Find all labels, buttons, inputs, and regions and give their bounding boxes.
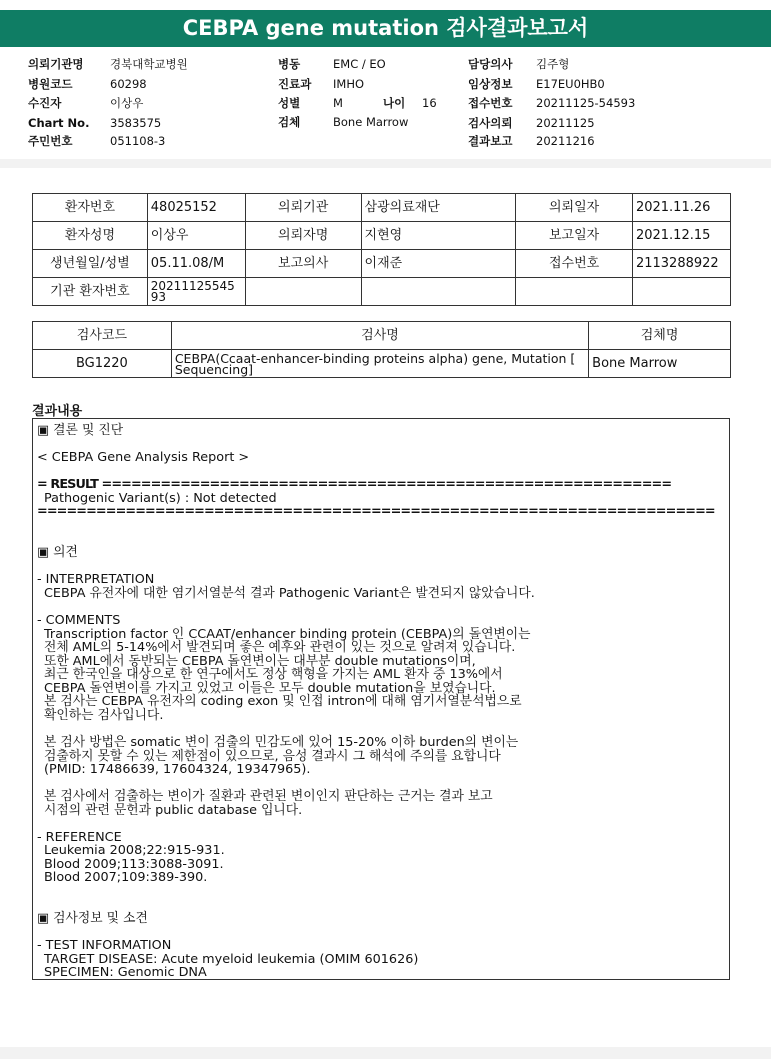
header-field — [28, 77, 72, 91]
table-cell — [361, 278, 516, 306]
header-field — [278, 115, 300, 129]
field-label: 나이 — [383, 96, 406, 110]
table-row — [33, 194, 731, 222]
field-value: 051108-3 — [110, 134, 166, 148]
header-field — [28, 116, 89, 130]
test-name — [171, 350, 588, 378]
field-label: 수진자 — [28, 96, 62, 110]
field-value: 20211216 — [536, 134, 595, 148]
table-header: 검사코드 — [33, 322, 172, 350]
table-row — [33, 350, 731, 378]
cell-line: CEBPA(Ccaat-enhancer-binding proteins alpha) gene, Mutation [ — [174, 350, 576, 366]
divider-band — [0, 159, 771, 168]
field-value: 경북대학교병원 — [110, 57, 188, 71]
field-value: M — [333, 96, 343, 110]
result-heading: ▣ 결론 및 진단 — [37, 423, 124, 438]
field-label: 검체 — [278, 115, 301, 129]
result-line: - INTERPRETATION — [37, 572, 155, 587]
field-value: IMHO — [333, 77, 365, 91]
result-line: Leukemia 2008;22:915-931. — [44, 843, 225, 858]
table-header: 검체명 — [589, 322, 731, 350]
field-value: 60298 — [110, 77, 147, 91]
result-heading: ▣ 검사정보 및 소견 — [37, 911, 148, 926]
table-row — [33, 250, 731, 278]
result-line: 검출하지 못할 수 있는 제한점이 있으므로, 음성 결과시 그 해석에 주의를 요합니다 — [44, 749, 501, 764]
result-line: Blood 2007;109:389-390. — [44, 870, 208, 885]
result-line: Blood 2009;113:3088-3091. — [44, 857, 224, 872]
cell-line: 93 — [150, 289, 167, 304]
header-field — [468, 116, 512, 130]
field-value: 3583575 — [110, 116, 162, 130]
footer-band — [0, 1047, 771, 1059]
table-cell — [147, 278, 245, 306]
table-row — [33, 278, 731, 306]
result-line: - COMMENTS — [37, 613, 121, 628]
result-heading: ▣ 의견 — [37, 545, 78, 560]
field-label: 진료과 — [278, 77, 312, 91]
field-label: 성별 — [278, 96, 301, 110]
header-field — [278, 77, 311, 91]
result-line: < CEBPA Gene Analysis Report > — [37, 450, 250, 465]
table-cell: 이상우 — [147, 222, 245, 250]
field-value: EMC / EO — [333, 57, 386, 71]
table-row — [33, 222, 731, 250]
header-field — [28, 134, 72, 148]
table-cell: 기관 환자번호 — [33, 278, 148, 306]
header-field — [468, 77, 512, 91]
table-row — [33, 322, 731, 350]
result-line: - REFERENCE — [37, 830, 122, 845]
result-line: = RESULT ========================================================== — [37, 477, 672, 492]
results-box — [32, 418, 730, 980]
field-label: 검사의뢰 — [468, 116, 513, 130]
field-label: 결과보고 — [468, 134, 513, 148]
table-cell: 환자번호 — [33, 194, 148, 222]
table-cell: 48025152 — [147, 194, 245, 222]
table-cell: 2113288922 — [632, 250, 730, 278]
header-field — [468, 57, 512, 71]
field-value: 이상우 — [110, 96, 144, 110]
result-line: 또한 AML에서 동반되는 CEBPA 돌연변이는 대부분 double mutations이며, — [44, 654, 476, 669]
field-label: 주민번호 — [28, 134, 73, 148]
header-field — [28, 57, 84, 71]
table-cell: 05.11.08/M — [147, 250, 245, 278]
table-cell: 의뢰자명 — [245, 222, 361, 250]
field-label: 병원코드 — [28, 77, 73, 91]
table-cell: 보고일자 — [516, 222, 633, 250]
table-cell: 생년월일/성별 — [33, 250, 148, 278]
table-cell: 보고의사 — [245, 250, 361, 278]
patient-table — [32, 193, 731, 306]
result-line: - TEST INFORMATION — [37, 938, 172, 953]
result-line: 확인하는 검사입니다. — [44, 708, 164, 723]
test-table — [32, 321, 731, 378]
result-line: 전체 AML의 5-14%에서 발견되며 좋은 예후와 관련이 있는 것으로 알려져 있습니다. — [44, 640, 516, 655]
header-field — [28, 96, 61, 110]
field-label: 접수번호 — [468, 96, 513, 110]
result-line: 본 검사에서 검출하는 변이가 질환과 관련된 변이인지 판단하는 근거는 결과 보고 — [44, 789, 493, 804]
result-line: CEBPA 돌연변이를 가지고 있었고 이들은 모두 double mutation을 보였습니다. — [44, 681, 496, 696]
table-header: 검사명 — [171, 322, 588, 350]
field-label: Chart No. — [28, 116, 90, 130]
field-value: 20211125 — [536, 116, 595, 130]
header-field — [383, 96, 405, 110]
table-cell: 지현영 — [361, 222, 516, 250]
table-cell: 2021.11.26 — [632, 194, 730, 222]
table-cell: 환자성명 — [33, 222, 148, 250]
field-value: 20211125-54593 — [536, 96, 636, 110]
field-value: 김주형 — [536, 57, 570, 71]
field-value: Bone Marrow — [333, 115, 409, 129]
result-line: 최근 한국인을 대상으로 한 연구에서도 정상 핵형을 가지는 AML 환자 중 13%에서 — [44, 667, 503, 682]
table-cell — [516, 278, 633, 306]
result-line: TARGET DISEASE: Acute myeloid leukemia (OMIM 601626) — [44, 952, 419, 967]
table-cell: 의뢰기관 — [245, 194, 361, 222]
field-label: 담당의사 — [468, 57, 513, 71]
result-line: Transcription factor 인 CCAAT/enhancer binding protein (CEBPA)의 돌연변이는 — [44, 627, 531, 642]
header-field — [278, 96, 300, 110]
result-line: SPECIMEN: Genomic DNA — [44, 965, 207, 980]
header-field — [468, 96, 512, 110]
header-field — [468, 134, 512, 148]
field-value: 16 — [422, 96, 437, 110]
table-cell: 접수번호 — [516, 250, 633, 278]
field-value: E17EU0HB0 — [536, 77, 605, 91]
specimen: Bone Marrow — [589, 350, 731, 378]
table-cell — [245, 278, 361, 306]
field-label: 임상정보 — [468, 77, 513, 91]
section-title: 결과내용 — [32, 404, 83, 419]
table-cell: 이재준 — [361, 250, 516, 278]
field-label: 의뢰기관명 — [28, 57, 84, 71]
table-cell: 삼광의료재단 — [361, 194, 516, 222]
result-line: ===================================================================== — [37, 504, 715, 519]
result-line: 본 검사는 CEBPA 유전자의 coding exon 및 인접 intron에 대해 염기서열분석법으로 — [44, 694, 522, 709]
field-label: 병동 — [278, 57, 301, 71]
table-cell — [632, 278, 730, 306]
header-field — [278, 57, 300, 71]
table-cell: 2021.12.15 — [632, 222, 730, 250]
result-line: CEBPA 유전자에 대한 염기서열분석 결과 Pathogenic Variant은 발견되지 않았습니다. — [44, 586, 535, 601]
report-title: CEBPA gene mutation 검사결과보고서 — [0, 10, 771, 47]
table-cell: 의뢰일자 — [516, 194, 633, 222]
result-line: 시점의 관련 문헌과 public database 입니다. — [44, 803, 303, 818]
result-line: 본 검사 방법은 somatic 변이 검출의 민감도에 있어 15-20% 이하 burden의 변이는 — [44, 735, 519, 750]
result-line: (PMID: 17486639, 17604324, 19347965). — [44, 762, 311, 777]
cell-line: Sequencing] — [174, 361, 254, 377]
test-code: BG1220 — [33, 350, 172, 378]
cell-line: 20211125545 — [150, 278, 235, 293]
result-line: Pathogenic Variant(s) : Not detected — [44, 491, 277, 506]
